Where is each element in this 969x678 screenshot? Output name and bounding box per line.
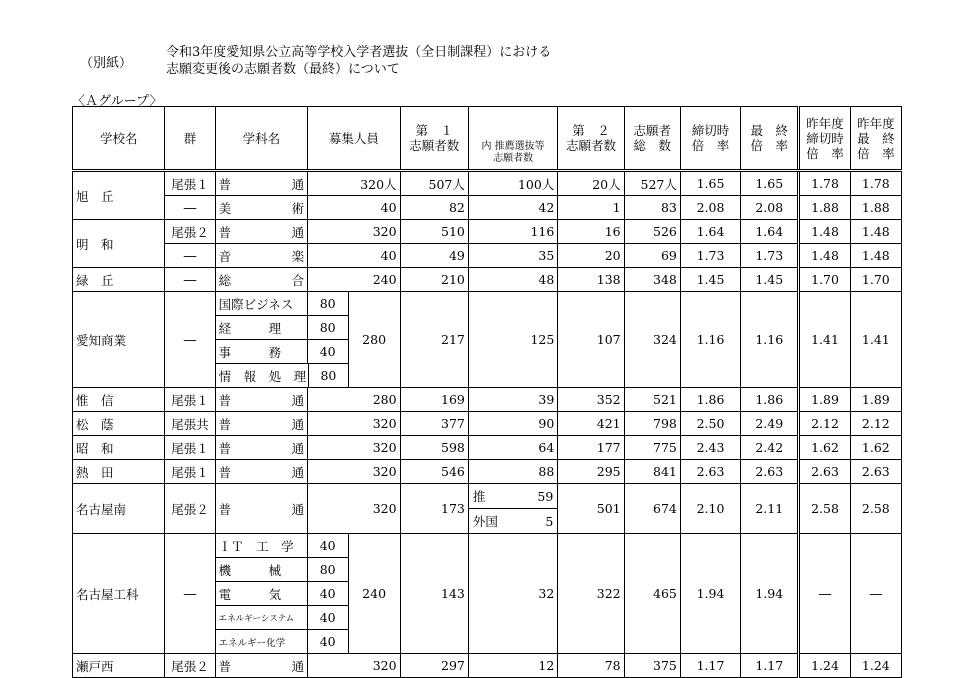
first-cell: 169 [400,388,468,412]
prev-final-cell: 1.70 [850,268,901,292]
ratio-close-cell: 2.63 [680,460,740,484]
total-cell: 83 [624,196,680,220]
first-cell: 210 [400,268,468,292]
table-row [73,171,902,196]
table-row [73,388,902,412]
title-line-2: 志願変更後の志願者数（最終）について [166,62,400,77]
gun-cell: ― [165,244,215,268]
table-row [73,292,902,388]
ratio-final-cell: 2.49 [741,412,799,436]
prev-close-cell: 1.24 [799,654,850,678]
dept-cell: 音 楽 [215,244,307,268]
prev-close-cell: 1.88 [799,196,850,220]
title-line-1: 令和3年度愛知県公立高等学校入学者選抜（全日制課程）における [166,45,552,60]
prev-close-cell: 2.12 [799,412,850,436]
ratio-final-cell: 1.86 [741,388,799,412]
total-cell: 841 [624,460,680,484]
total-cell: 69 [624,244,680,268]
prev-final-cell: 1.78 [850,171,901,196]
table-row [73,460,902,484]
suisen-cell: 116 [468,220,557,244]
dept-group-cell [215,292,400,388]
ratio-close-cell: 1.94 [680,534,740,654]
table-row [73,268,902,292]
capacity-cell: 240 [362,586,387,601]
gun-cell: ― [165,268,215,292]
dept-cell: 普 通 [215,484,307,534]
second-cell: 1 [558,196,624,220]
prev-close-cell: ― [799,534,850,654]
prev-close-cell: 1.48 [799,220,850,244]
ratio-close-cell: 1.73 [680,244,740,268]
dept-subrow: 事 務 40 [216,340,348,364]
dept-subrow: エネルギー化学 40 [216,630,348,653]
second-cell: 177 [558,436,624,460]
capacity-cell: 280 [308,388,400,412]
prev-close-cell: 1.78 [799,171,850,196]
total-cell: 324 [624,292,680,388]
header-capacity: 募集人員 [308,107,400,171]
prev-final-cell: ― [850,534,901,654]
dept-subrow: ＩＴ 工 学 40 [216,534,348,558]
capacity-cell: 280 [362,332,387,347]
suisen-cell: 125 [468,292,557,388]
capacity-cell: 320 [308,220,400,244]
prev-close-cell: 1.62 [799,436,850,460]
ratio-close-cell: 1.45 [680,268,740,292]
second-cell: 20人 [558,171,624,196]
dept-subrow: 国際ビジネス 80 [216,292,348,316]
header-suisen: 内 推薦選抜等 志願者数 [468,107,557,171]
table-row [73,436,902,460]
dept-subrow: エネルギーシステム 40 [216,606,348,630]
prev-final-cell: 2.58 [850,484,901,534]
header-second: 第 ２ 志願者数 [558,107,624,171]
school-name: 惟 信 [73,388,165,412]
capacity-cell: 40 [308,196,400,220]
total-cell: 465 [624,534,680,654]
school-name: 愛知商業 [73,292,165,388]
header-gun: 群 [165,107,215,171]
suisen-cell: 64 [468,436,557,460]
first-cell: 297 [400,654,468,678]
ratio-final-cell: 1.64 [741,220,799,244]
ratio-close-cell: 2.50 [680,412,740,436]
gun-cell: 尾張２ [165,220,215,244]
capacity-cell: 240 [308,268,400,292]
prev-close-cell: 2.58 [799,484,850,534]
table-row [73,220,902,244]
suisen-cell: 100人 [468,171,557,196]
first-cell: 82 [400,196,468,220]
school-name: 名古屋工科 [73,534,165,654]
capacity-cell: 40 [308,244,400,268]
suisen-cell: 88 [468,460,557,484]
dept-cell: 普 通 [215,412,307,436]
gun-cell: ― [165,534,215,654]
suisen-cell: 12 [468,654,557,678]
prev-close-cell: 2.63 [799,460,850,484]
dept-cell: 普 通 [215,220,307,244]
prev-final-cell: 1.62 [850,436,901,460]
first-cell: 507人 [400,171,468,196]
gun-cell: ― [165,292,215,388]
prev-final-cell: 1.41 [850,292,901,388]
gun-cell: 尾張２ [165,654,215,678]
first-cell: 49 [400,244,468,268]
prev-final-cell: 2.12 [850,412,901,436]
ratio-close-cell: 1.86 [680,388,740,412]
table-row [73,196,902,220]
first-cell: 377 [400,412,468,436]
header-dept: 学科名 [215,107,307,171]
suisen-cell: 35 [468,244,557,268]
total-cell: 348 [624,268,680,292]
prev-final-cell: 1.88 [850,196,901,220]
total-cell: 521 [624,388,680,412]
second-cell: 107 [558,292,624,388]
prev-close-cell: 1.41 [799,292,850,388]
dept-cell: 普 通 [215,460,307,484]
suisen-subrow: 推 59 [469,484,557,509]
school-name: 瀬戸西 [73,654,165,678]
ratio-close-cell: 1.64 [680,220,740,244]
capacity-cell: 320 [308,460,400,484]
first-cell: 217 [400,292,468,388]
ratio-close-cell: 2.43 [680,436,740,460]
first-cell: 546 [400,460,468,484]
dept-cell: 普 通 [215,171,307,196]
gun-cell: 尾張１ [165,171,215,196]
ratio-final-cell: 2.63 [741,460,799,484]
suisen-cell: 42 [468,196,557,220]
school-name: 松 蔭 [73,412,165,436]
ratio-final-cell: 1.17 [741,654,799,678]
school-name: 昭 和 [73,436,165,460]
capacity-cell: 320 [308,484,400,534]
total-cell: 526 [624,220,680,244]
second-cell: 322 [558,534,624,654]
gun-cell: 尾張１ [165,436,215,460]
header-school: 学校名 [73,107,165,171]
school-name: 旭 丘 [73,171,165,220]
dept-subrow: 情 報 処 理 80 [216,364,348,387]
suisen-cell: 39 [468,388,557,412]
second-cell: 352 [558,388,624,412]
gun-cell: 尾張２ [165,484,215,534]
second-cell: 138 [558,268,624,292]
dept-subrow: 機 械 80 [216,558,348,582]
total-cell: 798 [624,412,680,436]
capacity-cell: 320 [308,436,400,460]
table-row [73,412,902,436]
school-name: 明 和 [73,220,165,268]
suisen-cell: 48 [468,268,557,292]
ratio-final-cell: 2.08 [741,196,799,220]
total-cell: 674 [624,484,680,534]
ratio-final-cell: 1.94 [741,534,799,654]
prev-final-cell: 1.48 [850,220,901,244]
dept-cell: 美 術 [215,196,307,220]
first-cell: 598 [400,436,468,460]
suisen-cell: 32 [468,534,557,654]
table-row [73,244,902,268]
capacity-cell: 320 [308,654,400,678]
prev-final-cell: 1.89 [850,388,901,412]
dept-cell: 普 通 [215,436,307,460]
table-row [73,484,902,534]
ratio-close-cell: 2.10 [680,484,740,534]
school-name: 熱 田 [73,460,165,484]
first-cell: 510 [400,220,468,244]
total-cell: 527人 [624,171,680,196]
school-name: 名古屋南 [73,484,165,534]
school-name: 緑 丘 [73,268,165,292]
ratio-close-cell: 1.17 [680,654,740,678]
table-header [73,107,902,171]
ratio-final-cell: 1.65 [741,171,799,196]
dept-cell: 普 通 [215,654,307,678]
prev-close-cell: 1.89 [799,388,850,412]
header-prev-close: 昨年度 締切時 倍 率 [799,107,850,171]
prev-close-cell: 1.70 [799,268,850,292]
dept-group-cell [215,534,400,654]
ratio-final-cell: 1.73 [741,244,799,268]
dept-subrow: 電 気 40 [216,582,348,606]
header-ratio-close: 締切時 倍 率 [680,107,740,171]
header-ratio-final: 最 終 倍 率 [741,107,799,171]
header-first: 第 １ 志願者数 [400,107,468,171]
applicant-table [72,106,902,678]
suisen-split-cell [468,484,557,534]
second-cell: 78 [558,654,624,678]
dept-subrow: 経 理 80 [216,316,348,340]
table-row [73,534,902,654]
attachment-label: （別紙） [80,56,133,71]
ratio-final-cell: 2.42 [741,436,799,460]
second-cell: 16 [558,220,624,244]
ratio-final-cell: 2.11 [741,484,799,534]
suisen-subrow: 外国 5 [472,513,554,529]
prev-final-cell: 2.63 [850,460,901,484]
ratio-close-cell: 1.65 [680,171,740,196]
suisen-cell: 90 [468,412,557,436]
ratio-close-cell: 1.16 [680,292,740,388]
ratio-final-cell: 1.45 [741,268,799,292]
group-label: 〈Ａグループ〉 [72,94,163,109]
total-cell: 375 [624,654,680,678]
table-row [73,654,902,678]
header-total: 志願者 総 数 [624,107,680,171]
second-cell: 20 [558,244,624,268]
ratio-final-cell: 1.16 [741,292,799,388]
prev-final-cell: 1.48 [850,244,901,268]
dept-cell: 総 合 [215,268,307,292]
gun-cell: ― [165,196,215,220]
first-cell: 173 [400,484,468,534]
total-cell: 775 [624,436,680,460]
capacity-cell: 320 [308,412,400,436]
dept-cell: 普 通 [215,388,307,412]
second-cell: 421 [558,412,624,436]
first-cell: 143 [400,534,468,654]
second-cell: 501 [558,484,624,534]
gun-cell: 尾張１ [165,460,215,484]
prev-final-cell: 1.24 [850,654,901,678]
second-cell: 295 [558,460,624,484]
ratio-close-cell: 2.08 [680,196,740,220]
gun-cell: 尾張共 [165,412,215,436]
header-prev-final: 昨年度 最 終 倍 率 [850,107,901,171]
document-title [166,44,551,78]
gun-cell: 尾張１ [165,388,215,412]
prev-close-cell: 1.48 [799,244,850,268]
capacity-cell: 320人 [308,171,400,196]
